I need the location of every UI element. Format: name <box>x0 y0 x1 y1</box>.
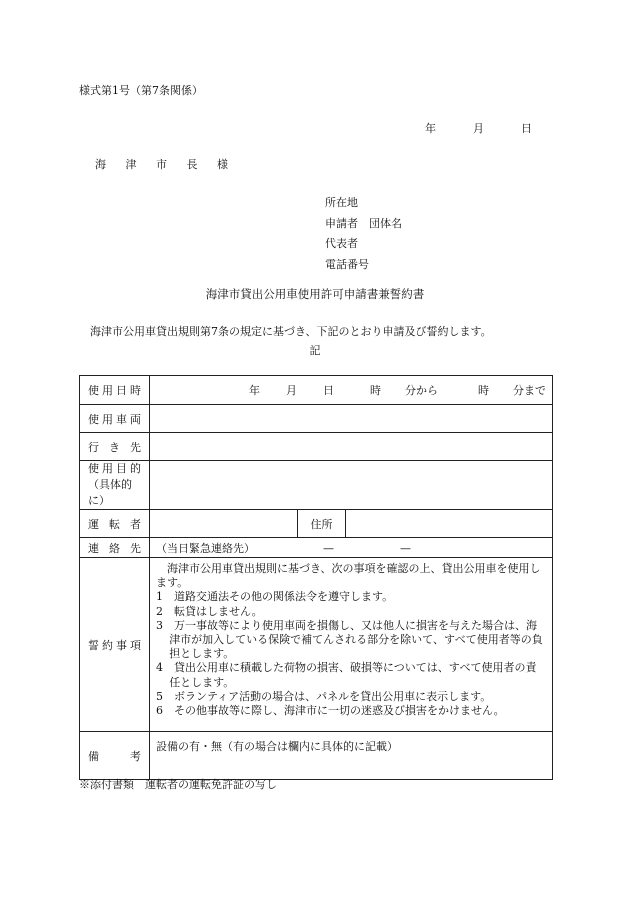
row-vehicle <box>80 405 553 433</box>
pledge-item-2: 2 転貸はしません。 <box>156 604 263 618</box>
usage-year: 年 <box>249 384 261 397</box>
usage-hour-to: 時 <box>478 384 490 397</box>
vehicle-field[interactable] <box>150 405 553 433</box>
usage-month: 月 <box>286 384 298 397</box>
contact-field[interactable] <box>150 538 553 558</box>
usage-hour-from: 時 <box>370 384 382 397</box>
pledge-item-4: 4 貸出公用車に積載した荷物の損害、破損等については、すべて使用者の責任とします。 <box>156 661 537 689</box>
attachment-footnote: ※添付書類 運転者の運転免許証の写し <box>79 778 277 791</box>
purpose-field[interactable] <box>150 461 553 510</box>
applicant-representative-label: 代表者 <box>325 237 358 250</box>
date-month: 月 <box>473 122 484 135</box>
remarks-text: 設備の有・無（有の場合は欄内に具体的に記載） <box>156 740 398 753</box>
form-number: 様式第1号（第7条関係） <box>79 84 203 97</box>
usage-minute-to: 分まで <box>513 384 547 397</box>
destination-label: 行き先 <box>80 433 150 461</box>
remarks-field[interactable] <box>150 732 553 780</box>
row-driver <box>80 510 553 538</box>
row-purpose <box>80 461 553 510</box>
date-year: 年 <box>425 122 436 135</box>
ki-marker: 記 <box>309 344 321 357</box>
applicant-address-label: 所在地 <box>325 196 358 209</box>
driver-name-field[interactable] <box>150 510 298 538</box>
row-contact <box>80 538 553 558</box>
date-day: 日 <box>521 122 532 135</box>
usage-datetime-field[interactable] <box>150 376 553 405</box>
row-remarks <box>80 732 553 780</box>
pledge-content <box>150 558 553 732</box>
purpose-label-line1: 使用目的 <box>88 462 141 475</box>
date-line <box>425 120 532 136</box>
document-title: 海津市貸出公用車使用許可申請書兼誓約書 <box>205 287 425 301</box>
driver-address-label: 住所 <box>298 510 346 538</box>
application-table <box>79 375 553 780</box>
driver-address-field[interactable] <box>346 510 553 538</box>
pledge-item-5: 5 ボランティア活動の場合は、パネルを貸出公用車に表示します。 <box>156 689 492 703</box>
row-usage-datetime <box>80 376 553 405</box>
pledge-intro: 海津市公用車貸出規則に基づき、次の事項を確認の上、貸出公用車を使用します。 <box>156 562 541 590</box>
contact-note: （当日緊急連絡先） <box>156 541 255 555</box>
applicant-phone-label: 電話番号 <box>325 257 369 271</box>
intro-text: 海津市公用車貸出規則第7条の規定に基づき、下記のとおり申請及び誓約します。 <box>90 325 492 338</box>
contact-dash-1: — <box>323 541 334 555</box>
usage-day: 日 <box>323 384 335 397</box>
purpose-label-line2: （具体的に） <box>88 478 132 507</box>
pledge-item-6: 6 その他事故等に際し、海津市に一切の迷惑及び損害をかけません。 <box>156 704 505 718</box>
contact-label: 連絡先 <box>80 538 150 558</box>
applicant-group-label: 申請者 団体名 <box>325 216 402 230</box>
usage-minute-from: 分から <box>405 384 439 397</box>
pledge-item-1: 1 道路交通法その他の関係法令を遵守します。 <box>156 590 394 604</box>
driver-label: 運転者 <box>80 510 150 538</box>
applicant-block <box>325 193 402 275</box>
row-destination <box>80 433 553 461</box>
addressee: 海 津 市 長 様 <box>95 158 236 171</box>
vehicle-label: 使用車両 <box>80 405 150 433</box>
remarks-label: 備考 <box>80 732 150 780</box>
purpose-label <box>80 461 150 510</box>
usage-datetime-label: 使用日時 <box>80 376 150 405</box>
destination-field[interactable] <box>150 433 553 461</box>
pledge-label: 誓約事項 <box>80 558 150 732</box>
contact-dash-2: — <box>400 541 411 555</box>
row-pledge <box>80 558 553 732</box>
pledge-item-3: 3 万一事故等により使用車両を損傷し、又は他人に損害を与えた場合は、海津市が加入している保険で補てんされる部分を除いて、すべて使用者等の負担とします。 <box>156 618 543 661</box>
